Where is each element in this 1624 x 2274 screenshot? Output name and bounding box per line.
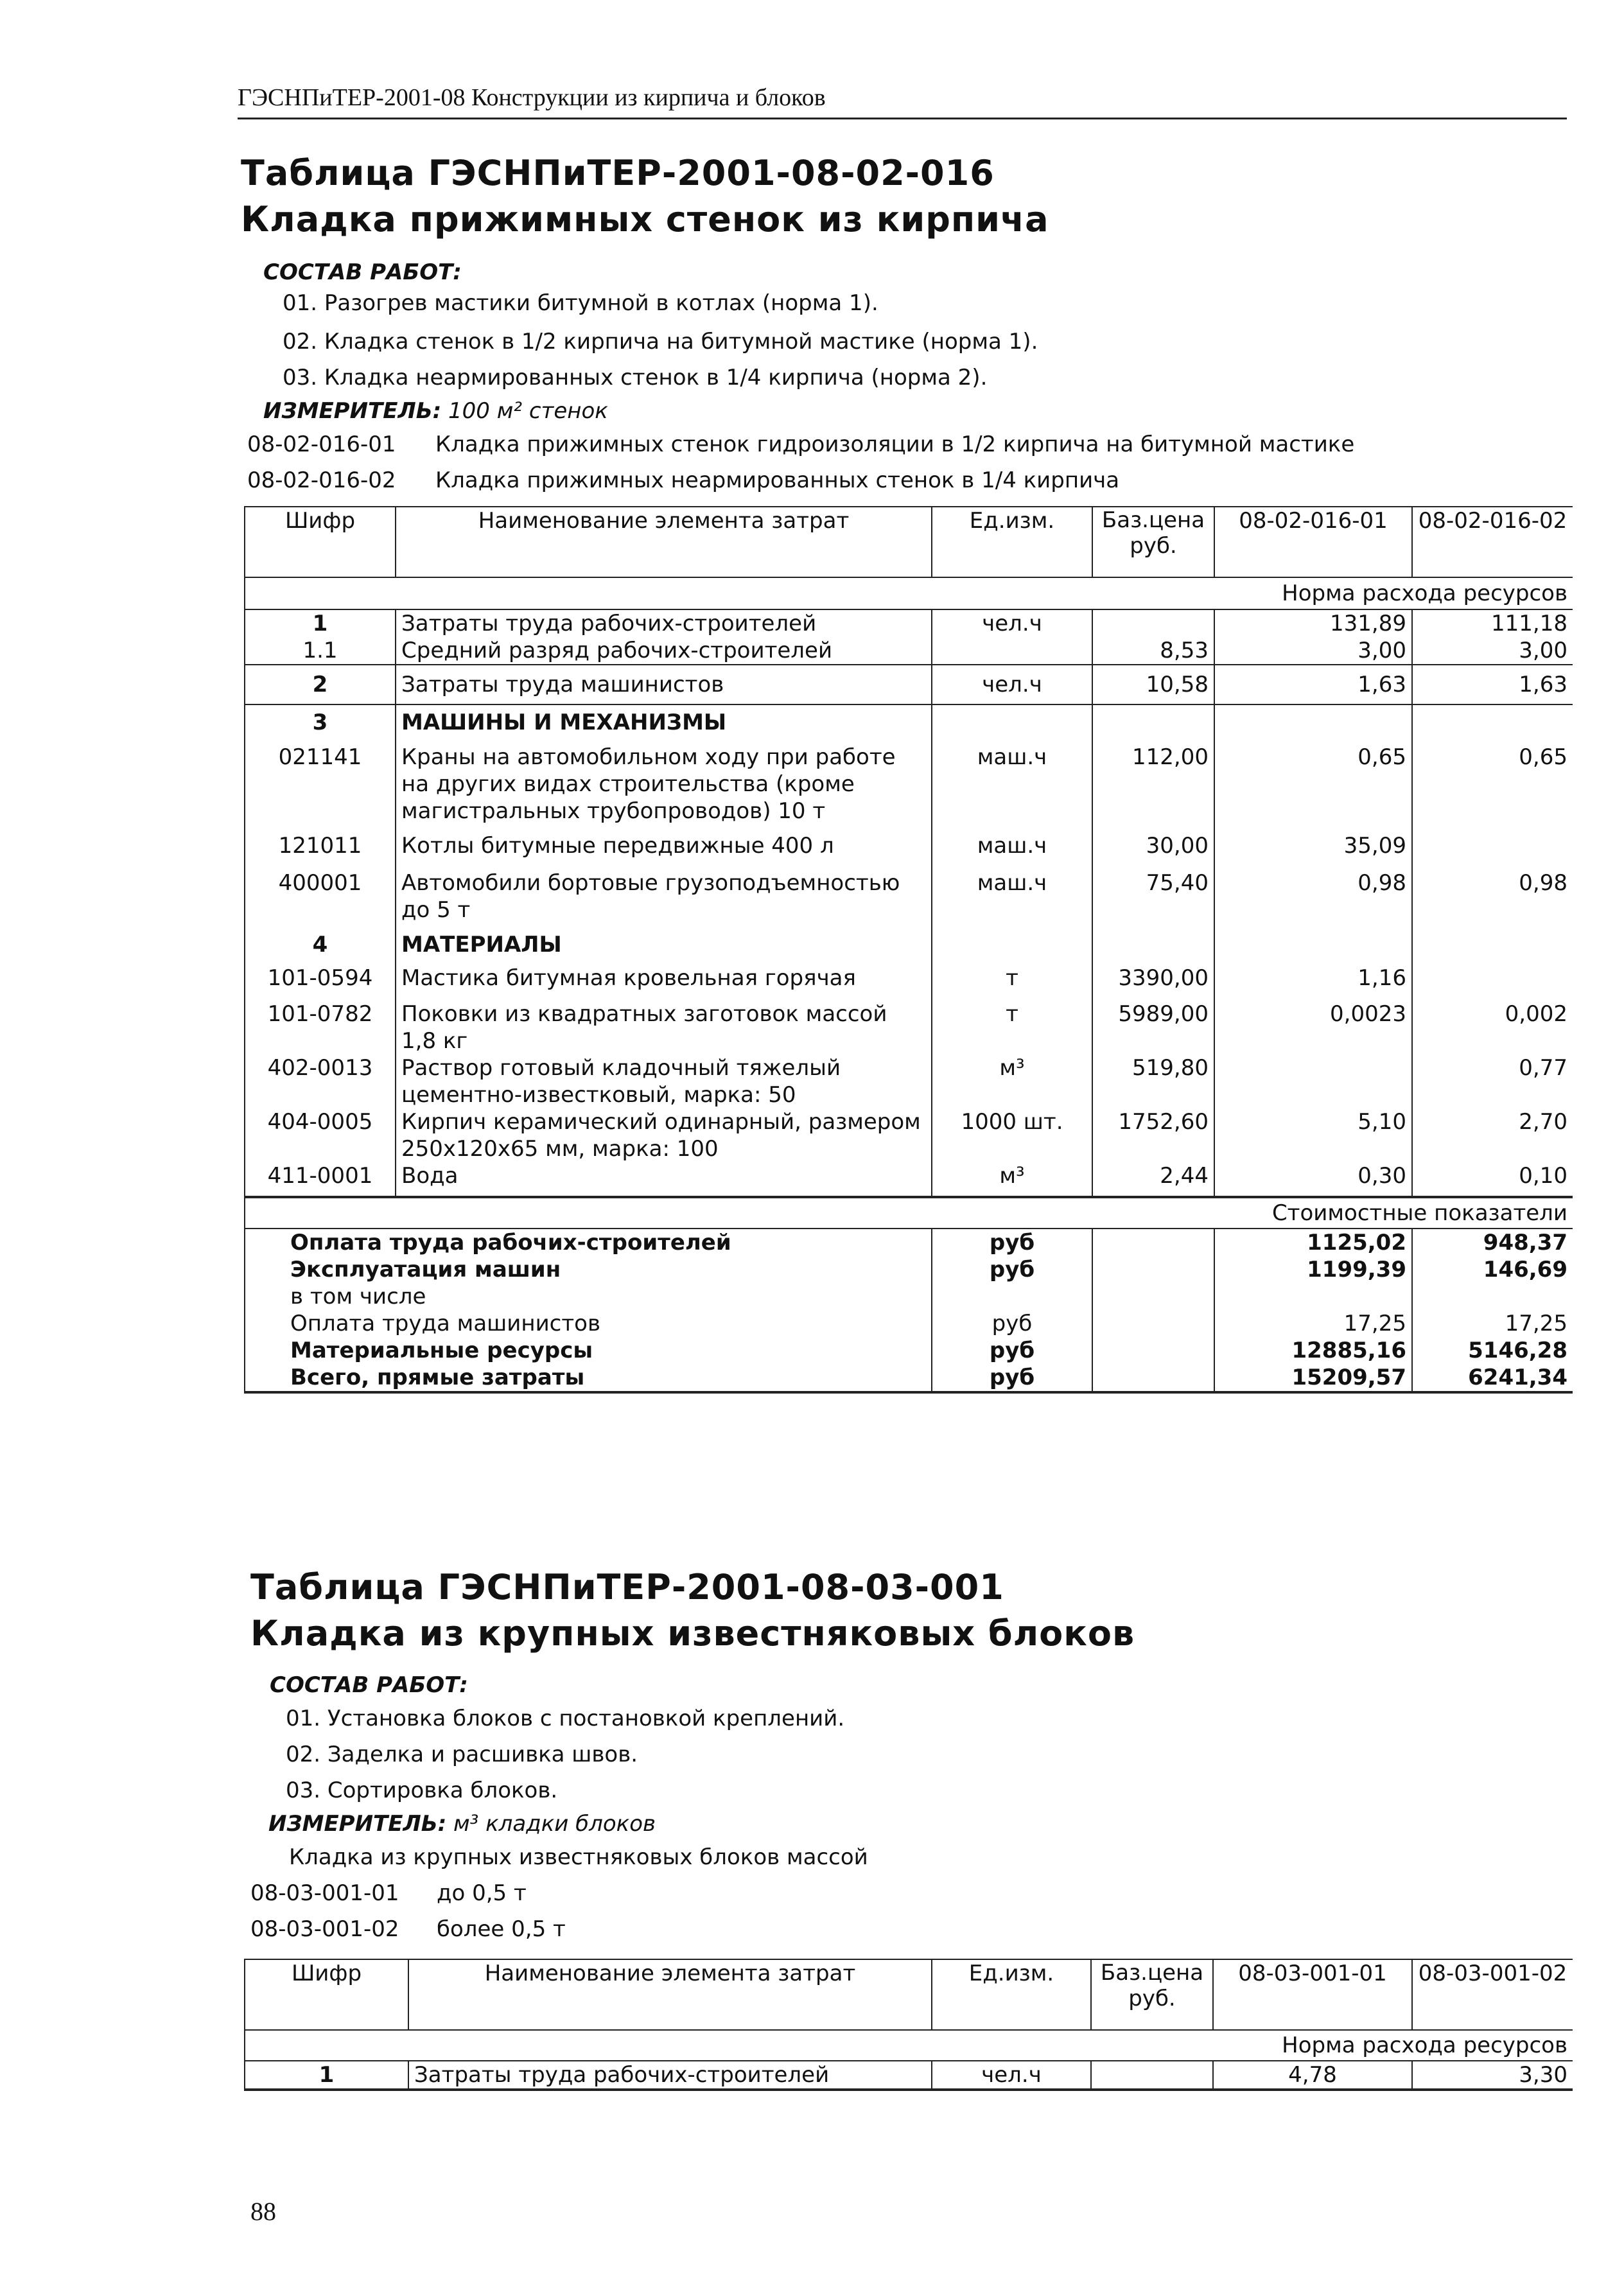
table-row: 1 Затраты труда рабочих-строителей чел.ч 131,89 111,18 [245,609,1573,637]
table1-variant-code: 08-02-016-01 [247,432,396,457]
col-unit-header: Ед.изм. [932,507,1092,577]
col-variant2-header: 08-02-016-02 [1412,507,1573,577]
summary-row: Материальные ресурсы руб 12885,16 5146,28 [245,1337,1573,1364]
table1-norms [244,506,1573,1394]
table2-works-label: СОСТАВ РАБОТ: [270,1672,468,1698]
table1-meter-value: 100 м² стенок [448,398,608,424]
table2-meter-value: м³ кладки блоков [453,1811,656,1837]
table2-norm-caption-row [245,2030,1573,2061]
col-variant1-header: 08-03-001-01 [1213,1959,1412,2030]
table1-works-label: СОСТАВ РАБОТ: [263,259,462,285]
table-row: 101-0594 Мастика битумная кровельная горячая т 3390,00 1,16 [245,965,1573,1001]
table2-variant-code: 08-03-001-01 [250,1880,399,1906]
col-code-header: Шифр [245,507,396,577]
table1-norm-caption-row [245,577,1573,609]
table1-variant-code: 08-02-016-02 [247,468,396,493]
summary-row: Оплата труда машинистов руб 17,25 17,25 [245,1310,1573,1337]
table2-variant-code: 08-03-001-02 [250,1916,399,1942]
col-variant2-header: 08-03-001-02 [1412,1959,1573,2030]
table-row: 411-0001 Вода м³ 2,44 0,30 0,10 [245,1162,1573,1197]
summary-row: Всего, прямые затраты руб 15209,57 6241,34 [245,1364,1573,1392]
table2-group-text: Кладка из крупных известняковых блоков массой [289,1844,868,1870]
col-price-header: Баз.цена руб. [1092,507,1214,577]
table2-norms [244,1959,1573,2091]
table2-variant-text: до 0,5 т [437,1880,527,1906]
col-name-header: Наименование элемента затрат [396,507,932,577]
cost-caption: Стоимостные показатели [245,1197,1573,1229]
table2-variant-text: более 0,5 т [437,1916,566,1942]
table1-meter-label: ИЗМЕРИТЕЛЬ: [263,398,442,424]
summary-row: в том числе [245,1283,1573,1310]
table-row: 402-0013 Раствор готовый кладочный тяжелый цементно-известковый, марка: 50 м³ 519,80 0,77 [245,1054,1573,1108]
running-header: ГЭСНПиТЕР-2001-08 Конструкции из кирпича и блоков [238,84,826,111]
table-row: 1 Затраты труда рабочих-строителей чел.ч 4,78 3,30 [245,2061,1573,2090]
table-row: 404-0005 Кирпич керамический одинарный, размером 250x120x65 мм, марка: 100 1000 шт. 1752,60 5,10 2,70 [245,1108,1573,1162]
table2-work-item: 02. Заделка и расшивка швов. [286,1742,638,1767]
header-divider [238,118,1567,119]
table1-header-row [245,507,1573,577]
table-row: 2 Затраты труда машинистов чел.ч 10,58 1,63 1,63 [245,665,1573,704]
col-variant1-header: 08-02-016-01 [1214,507,1412,577]
table-row: 400001 Автомобили бортовые грузоподъемностью до 5 т маш.ч 75,40 0,98 0,98 [245,864,1573,923]
table-row: 101-0782 Поковки из квадратных заготовок массой 1,8 кг т 5989,00 0,0023 0,002 [245,1001,1573,1054]
col-unit-header: Ед.изм. [932,1959,1091,2030]
table1-meter [263,398,608,424]
table1-subtitle: Кладка прижимных стенок из кирпича [241,199,1049,240]
table1-variant-text: Кладка прижимных стенок гидроизоляции в 1/2 кирпича на битумной мастике [435,432,1355,457]
table1-work-item: 03. Кладка неармированных стенок в 1/4 кирпича (норма 2). [283,365,988,390]
table-row: 121011 Котлы битумные передвижные 400 л маш.ч 30,00 35,09 [245,825,1573,864]
table2-meter [268,1811,656,1837]
table1-cost-caption-row [245,1197,1573,1229]
table2-meter-label: ИЗМЕРИТЕЛЬ: [268,1811,447,1837]
norm-caption: Норма расхода ресурсов [245,2030,1573,2061]
table-row: 3 МАШИНЫ И МЕХАНИЗМЫ [245,704,1573,744]
table1-title: Таблица ГЭСНПиТЕР-2001-08-02-016 [241,153,995,193]
table1-work-item: 01. Разогрев мастики битумной в котлах (норма 1). [283,290,878,316]
col-code-header: Шифр [245,1959,408,2030]
table2-header-row [245,1959,1573,2030]
table2-title: Таблица ГЭСНПиТЕР-2001-08-03-001 [250,1567,1004,1607]
norm-caption: Норма расхода ресурсов [245,577,1573,609]
page-number: 88 [250,2197,276,2226]
table2-subtitle: Кладка из крупных известняковых блоков [250,1613,1135,1654]
col-price-header: Баз.цена руб. [1091,1959,1213,2030]
table-row: 4 МАТЕРИАЛЫ [245,923,1573,965]
table-row: 1.1 Средний разряд рабочих-строителей 8,53 3,00 3,00 [245,637,1573,665]
table1-work-item: 02. Кладка стенок в 1/2 кирпича на битумной мастике (норма 1). [283,329,1038,354]
summary-row: Эксплуатация машин руб 1199,39 146,69 [245,1256,1573,1283]
table-row: 021141 Краны на автомобильном ходу при работе на других видах строительства (кроме магистральных трубопроводов) 10 т маш.ч 112,00 0,65 0,65 [245,744,1573,825]
col-name-header: Наименование элемента затрат [408,1959,932,2030]
table1-variant-text: Кладка прижимных неармированных стенок в 1/4 кирпича [435,468,1120,493]
table2-work-item: 01. Установка блоков с постановкой креплений. [286,1706,845,1731]
summary-row: Оплата труда рабочих-строителей руб 1125,02 948,37 [245,1229,1573,1256]
table2-work-item: 03. Сортировка блоков. [286,1778,558,1803]
